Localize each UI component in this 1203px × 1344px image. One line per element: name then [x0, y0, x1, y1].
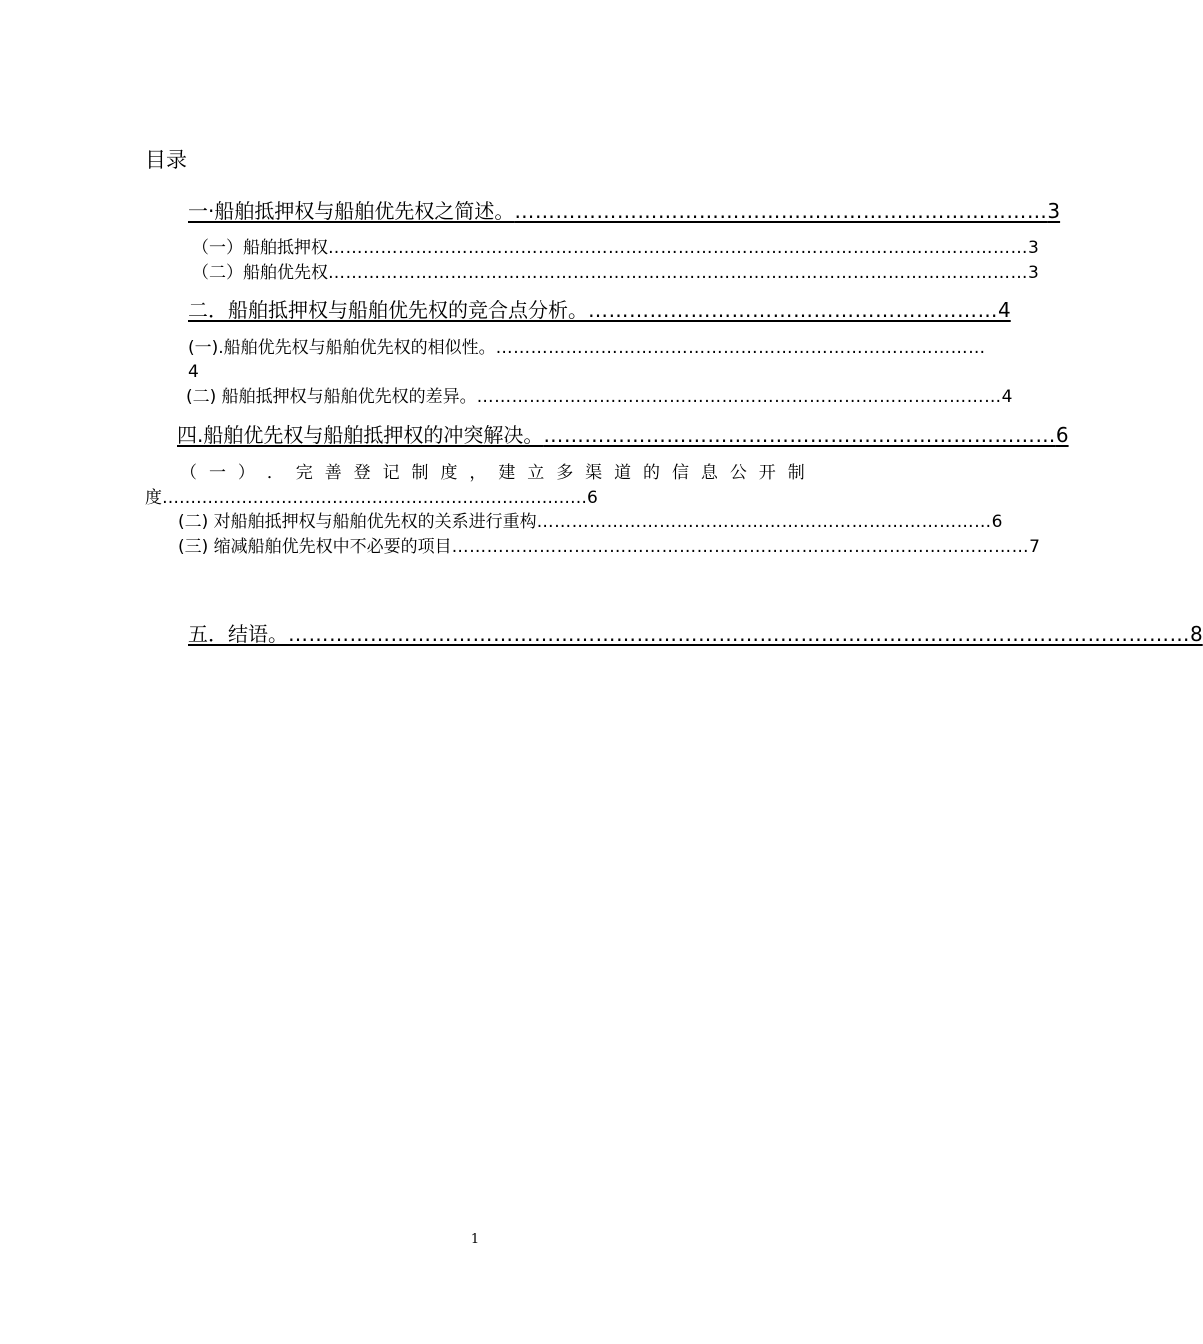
toc-leader-dots: ………………………………………………………………………………………: [451, 537, 1030, 557]
toc-leader-dots: ……………………………………………………………………………………………………………………: [288, 622, 1190, 646]
toc-entry-text: 一·船舶抵押权与船舶优先权之简述。: [188, 199, 515, 223]
toc-entry-char: （: [180, 463, 197, 483]
toc-entry-char: 公: [729, 463, 747, 483]
toc-entry-2-1[interactable]: [188, 336, 986, 360]
toc-page-number: 6: [991, 512, 1003, 532]
toc-page-number: 7: [1029, 537, 1040, 557]
toc-entry-char: ．: [266, 463, 284, 483]
toc-entry-2-2[interactable]: [186, 385, 1013, 409]
toc-entry-4[interactable]: [177, 421, 1069, 449]
toc-entry-4-1-continuation: 度…………………………………………………………………6: [145, 488, 598, 508]
toc-entry-char: 的: [643, 463, 660, 483]
toc-entry-char: 息: [700, 463, 718, 483]
toc-page-number: 8: [1190, 622, 1203, 646]
toc-entry-text: (二) 船舶抵押权与船舶优先权的差异。: [186, 387, 477, 407]
toc-entry-char: 建: [498, 463, 516, 483]
toc-page-number: 4: [998, 298, 1011, 322]
toc-entry-1[interactable]: [188, 197, 1061, 225]
toc-leader-dots: ……………………………………………………: [588, 298, 998, 322]
toc-entry-char: 立: [527, 463, 545, 483]
toc-page-number: 3: [1028, 263, 1039, 283]
toc-page-number: 4: [1001, 387, 1013, 407]
toc-entry-char: 开: [758, 463, 776, 483]
toc-entry-char: 一: [208, 463, 226, 483]
toc-page-number: 3: [1047, 199, 1061, 223]
toc-entry-char: 度: [440, 463, 458, 483]
toc-page-number: 6: [1055, 423, 1069, 447]
toc-entry-1-1[interactable]: [192, 236, 1039, 260]
toc-page-number: 4: [188, 362, 199, 382]
toc-leader-dots: …………………………………………………………………………………………………………: [328, 263, 1028, 283]
toc-leader-dots: ………………………………………………………………………………: [476, 387, 1002, 407]
toc-entry-char: 制: [787, 463, 805, 483]
toc-entry-4-2[interactable]: [178, 510, 1003, 534]
toc-entry-text: (二) 对船舶抵押权与船舶优先权的关系进行重构: [178, 512, 537, 532]
toc-leader-dots: …………………………………………………………………………: [495, 338, 986, 358]
toc-entry-char: 渠: [585, 463, 603, 483]
toc-entry-4-1[interactable]: [180, 461, 805, 485]
toc-entry-2[interactable]: [188, 296, 1011, 324]
toc-entry-char: ，: [469, 463, 487, 483]
toc-entry-char: 登: [353, 463, 371, 483]
page-number-footer: 1: [470, 1232, 480, 1247]
toc-entry-1-2[interactable]: [192, 261, 1039, 285]
toc-entry-4-3[interactable]: [178, 535, 1040, 559]
toc-entry-char: 信: [671, 463, 689, 483]
toc-entry-char: 制: [411, 463, 429, 483]
toc-entry-char: 完: [295, 463, 313, 483]
toc-leader-dots: …………………………………………………………………: [543, 423, 1056, 447]
toc-entry-text: （一）船舶抵押权: [192, 238, 328, 258]
toc-entry-char: 记: [382, 463, 400, 483]
toc-entry-text: （二）船舶优先权: [192, 263, 328, 283]
toc-entry-text: (三) 缩减船舶优先权中不必要的项目: [178, 537, 452, 557]
toc-entry-text: (一).船舶优先权与船舶优先权的相似性。: [188, 338, 496, 358]
toc-entry-char: 多: [556, 463, 574, 483]
toc-entry-char: 道: [614, 463, 632, 483]
toc-entry-char: 善: [324, 463, 342, 483]
toc-entry-text: 二．船舶抵押权与船舶优先权的竞合点分析。: [188, 298, 588, 322]
toc-page-number: 3: [1028, 238, 1039, 258]
toc-title: 目录: [145, 148, 187, 172]
toc-leader-dots: ……………………………………………………………………: [536, 512, 992, 532]
toc-entry-text: 五．结语。: [188, 622, 288, 646]
toc-entry-5[interactable]: [188, 620, 1203, 648]
toc-entry-char: ）: [237, 463, 255, 483]
toc-leader-dots: …………………………………………………………………………………………………………: [328, 238, 1028, 258]
toc-leader-dots: ……………………………………………………………………: [514, 199, 1048, 223]
toc-entry-text: 四.船舶优先权与船舶抵押权的冲突解决。: [177, 423, 544, 447]
